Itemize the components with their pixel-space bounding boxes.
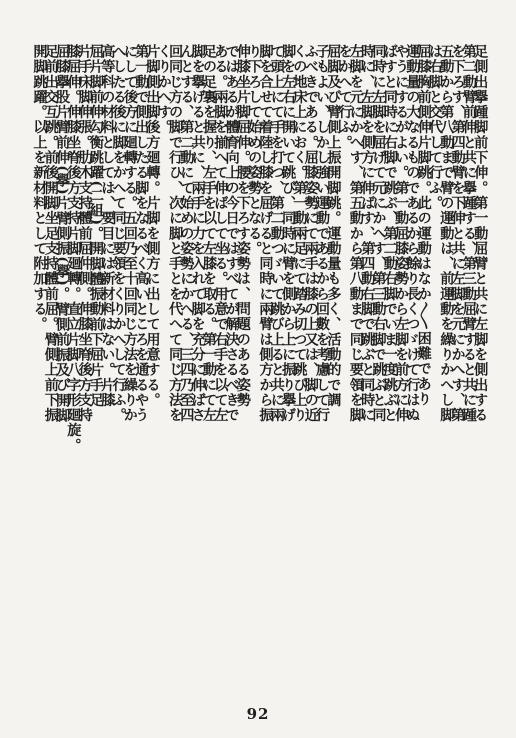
text-column: 時に、左脚を側方に伸ばす、第四動右脚で跳ぶと同時に [359, 44, 376, 423]
text-column: ではあるが體育向上の今日ではすべてが解決さるべきで [223, 44, 240, 423]
text-column: 脚を擧げると共に、兩手に力を入れて脚を充分に伸ばさ [189, 44, 206, 423]
text-column: ある。兩脚を揃へて伸ばして坐る。用意で右手を以て左 [212, 44, 229, 423]
text-column: 屈片脚前伸勾衡跳躍(二組)。開脚體振動前下屈片手足 [88, 44, 104, 408]
text-column: くりかへす。 [155, 44, 172, 135]
text-column: 片手床脚伸張。肋木支持體前屈仲側。伸膝坐脊後方支持 [76, 44, 93, 423]
text-column: は右脚と交代して行ふ。 [427, 44, 443, 211]
page-number: 92 [246, 705, 270, 723]
text-column: 子もよい、しかし強い運動であるから回數を考慮して行 [314, 44, 330, 423]
text-column: 足前出交互跳。前後開脚坐足支持體前屈。臂側上前下振 [42, 44, 59, 423]
text-column: て頭上にて手を打つ、第二動つゞいて跳び上ると共に兩 [268, 44, 285, 423]
text-column: 足側出擧踵脚前下伸。第一動屈臂と共に左脚を側出する [472, 44, 489, 423]
text-column: ばすと同時に右脚で跳ぶ、第二動右脚でいま一度跳ぶと [381, 44, 398, 423]
text-column: をかへて行ふ。 [336, 44, 353, 151]
text-column: へしたる後に脚をかへて同じ要領をくりかへして行ふ。 [110, 44, 127, 423]
text-column: 開脚跳躍。以上を新材料として附加する。 [31, 44, 48, 332]
text-column: 片脚側出脚後方廻轉。片脚を側方に出して用意する。 [144, 44, 161, 408]
text-column: 屈膝擧股片臂前伸(擧)片臂側振(擧)。臂側前振及び開脚 [54, 44, 71, 424]
text-column: 脚を左右に開いて跳び、同時に臂を側から上に振り擧げ [280, 44, 297, 423]
text-column: やうにするがよい。第一動屈膝姿勢から左脚を前方に伸 [393, 44, 410, 423]
text-column: 脚を合せて着陸し膝を屈げると同時に兩臂は側方から振 [257, 44, 274, 423]
text-column: 屈脚及び臂側上振開脚跳。運動量も多く、活動的で調 [325, 44, 342, 408]
text-column: 回同じ方の脚で行ひ、次に脚と手とを代へて同じ方法を [167, 44, 184, 423]
text-column: 膝屈伸。伸膝坐脊後方支持片脚廻轉。直立片脚八字形廻旋。 [65, 44, 82, 454]
text-column: 運動量の大なるものであるから餘り長くつゞけて行はぬ [404, 44, 421, 423]
text-column: ふべきである。屈膝姿勢にて兩手は膝の上又は、脚の近 [302, 44, 319, 423]
text-column: 第一動で側出したる脚をなるべく高いところを通るやう [133, 44, 150, 423]
text-column: 左脚を元にかへす、第五動から第八動まで同じ要領を脚 [347, 44, 364, 423]
text-column: んとする、第二動にて始めの姿勢にかへる、三四乃至四 [178, 44, 195, 423]
text-column: を下ろす、第四動臂を下伸と共に左脚を元にかへす、第 [449, 44, 466, 423]
text-column: くの地床上におく。第一動兩足にて踏み切つて跳び上り [291, 44, 308, 423]
text-column: 足の足裏を握り、左手を以て左膝を取る。第一動にて左 [201, 44, 217, 423]
text-column: 屈膝胸前側伸片脚跳。此の運動はなか〱困難であり [415, 44, 432, 407]
text-column: 第二動臂前伸と共に擧踵する、第三動屈臂すると共に踵 [460, 44, 477, 423]
text-column: 伸膝坐片脚屈伸。腰を下ろす姿勢は、問題のある姿勢 [234, 44, 251, 408]
text-column: にして後方に廻轉する。五回乃至十回同じ方法を繰りか [121, 44, 138, 423]
text-column: り下ろして始めの姿勢となる。 [246, 44, 263, 257]
text-column: 高等科の材料としては、要目には新材料はない。片膝 [99, 44, 116, 408]
text-column: 五動から第八動まで臂の運動は、前運動を繰りかへし脚 [438, 44, 455, 423]
text-column: 同時に左脚を屈げて元にかへす、第三動右脚で跳ぶと同 [370, 44, 387, 423]
